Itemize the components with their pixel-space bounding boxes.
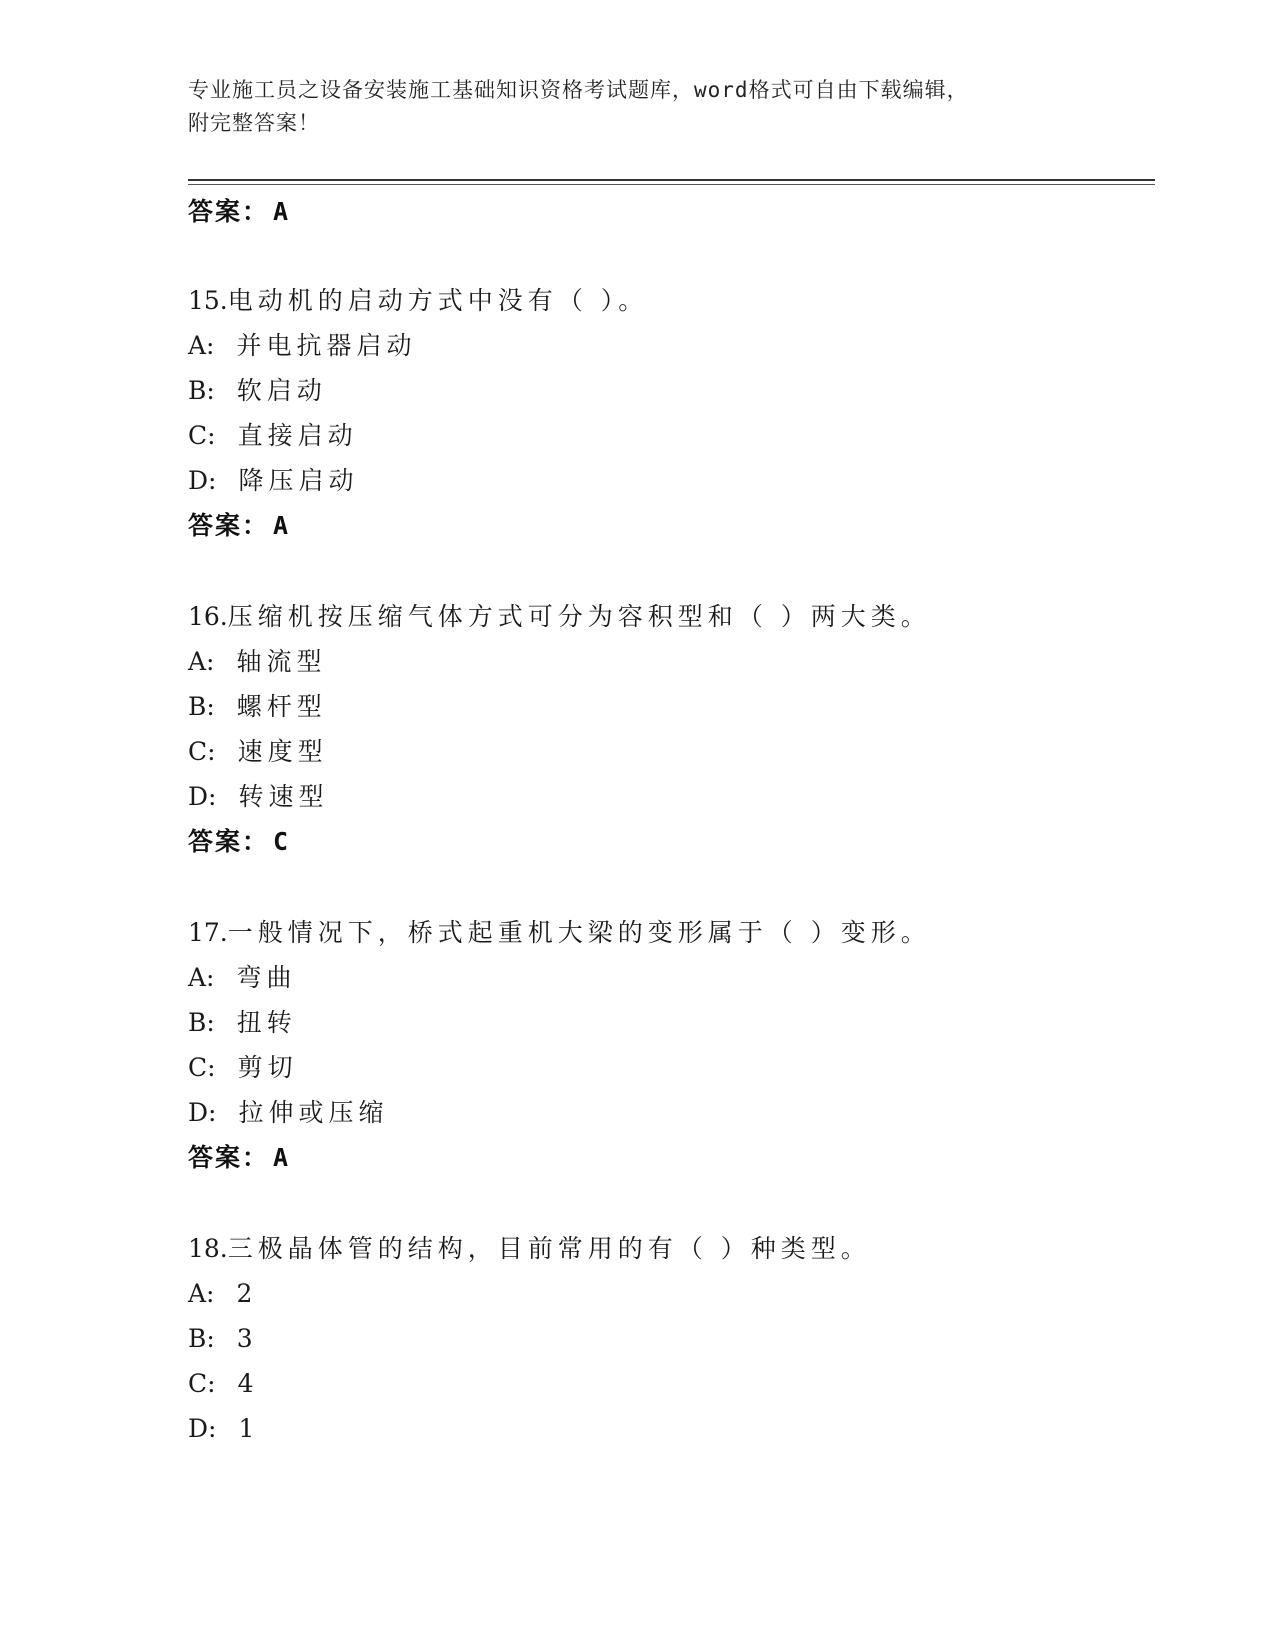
answer-line (188, 510, 290, 542)
option-key: C: (188, 421, 216, 450)
question-number: 17. (188, 918, 228, 947)
option-key: D: (188, 466, 217, 495)
header-divider (188, 179, 1155, 181)
option-key: B: (188, 376, 215, 405)
option-key: B: (188, 692, 215, 721)
question-number: 16. (188, 602, 228, 631)
option-key: D: (188, 1414, 217, 1443)
answer-label: 答案： (188, 827, 270, 856)
option-c (188, 736, 328, 768)
option-c (188, 420, 358, 452)
option-text: 扭转 (236, 1008, 297, 1037)
answer-value: C (273, 827, 291, 856)
answer-line (188, 1142, 290, 1174)
option-b (188, 691, 327, 723)
option-key: C: (188, 737, 216, 766)
option-text: 直接启动 (237, 421, 358, 450)
option-text: 拉伸或压缩 (238, 1098, 389, 1127)
option-text: 软启动 (236, 376, 327, 405)
option-c (188, 1052, 298, 1084)
option-b (188, 1323, 258, 1355)
option-text: 4 (237, 1369, 259, 1398)
answer-line (188, 196, 290, 228)
option-text: 3 (236, 1324, 258, 1353)
option-key: A: (188, 1279, 215, 1308)
question-number: 18. (188, 1234, 228, 1263)
option-text: 1 (238, 1414, 260, 1443)
option-key: C: (188, 1369, 216, 1398)
question-stem (188, 917, 931, 949)
question-text: 压缩机按压缩气体方式可分为容积型和（ ）两大类。 (227, 602, 931, 631)
document-header (188, 74, 1088, 140)
option-text: 速度型 (237, 737, 328, 766)
question-stem (188, 1233, 871, 1265)
header-line-1-prefix: 专业施工员之设备安装施工基础知识资格考试题库， (188, 78, 694, 102)
header-line-1 (188, 74, 1088, 107)
answer-value: A (273, 1143, 291, 1172)
option-text: 并电抗器启动 (236, 331, 417, 360)
option-text: 转速型 (238, 782, 329, 811)
question-text: 电动机的启动方式中没有（ ）。 (227, 286, 649, 315)
option-b (188, 375, 327, 407)
header-line-1-word: word (694, 78, 749, 102)
option-key: A: (188, 963, 215, 992)
option-key: D: (188, 1098, 217, 1127)
option-text: 降压启动 (238, 466, 359, 495)
answer-label: 答案： (188, 511, 270, 540)
option-c (188, 1368, 258, 1400)
answer-value: A (273, 197, 291, 226)
option-d (188, 1413, 259, 1445)
option-text: 剪切 (237, 1053, 298, 1082)
option-key: B: (188, 1324, 215, 1353)
option-text: 2 (236, 1279, 258, 1308)
option-d (188, 465, 358, 497)
header-line-1-suffix: 格式可自由下载编辑， (748, 78, 969, 102)
option-text: 弯曲 (236, 963, 297, 992)
option-d (188, 1097, 388, 1129)
question-text: 一般情况下，桥式起重机大梁的变形属于（ ）变形。 (227, 918, 931, 947)
option-b (188, 1007, 297, 1039)
option-a (188, 1278, 257, 1310)
question-text: 三极晶体管的结构，目前常用的有（ ）种类型。 (227, 1234, 871, 1263)
option-text: 轴流型 (236, 647, 327, 676)
question-number: 15. (188, 286, 228, 315)
option-key: C: (188, 1053, 216, 1082)
question-stem (188, 285, 648, 317)
option-key: A: (188, 331, 215, 360)
option-a (188, 330, 417, 362)
header-divider-thin (188, 184, 1155, 185)
option-key: D: (188, 782, 217, 811)
answer-label: 答案： (188, 197, 270, 226)
question-stem (188, 601, 931, 633)
option-text: 螺杆型 (236, 692, 327, 721)
option-a (188, 646, 327, 678)
option-key: B: (188, 1008, 215, 1037)
option-d (188, 781, 328, 813)
option-key: A: (188, 647, 215, 676)
option-a (188, 962, 297, 994)
answer-value: A (273, 511, 291, 540)
answer-label: 答案： (188, 1143, 270, 1172)
header-line-2: 附完整答案！ (188, 111, 320, 135)
answer-line (188, 826, 290, 858)
